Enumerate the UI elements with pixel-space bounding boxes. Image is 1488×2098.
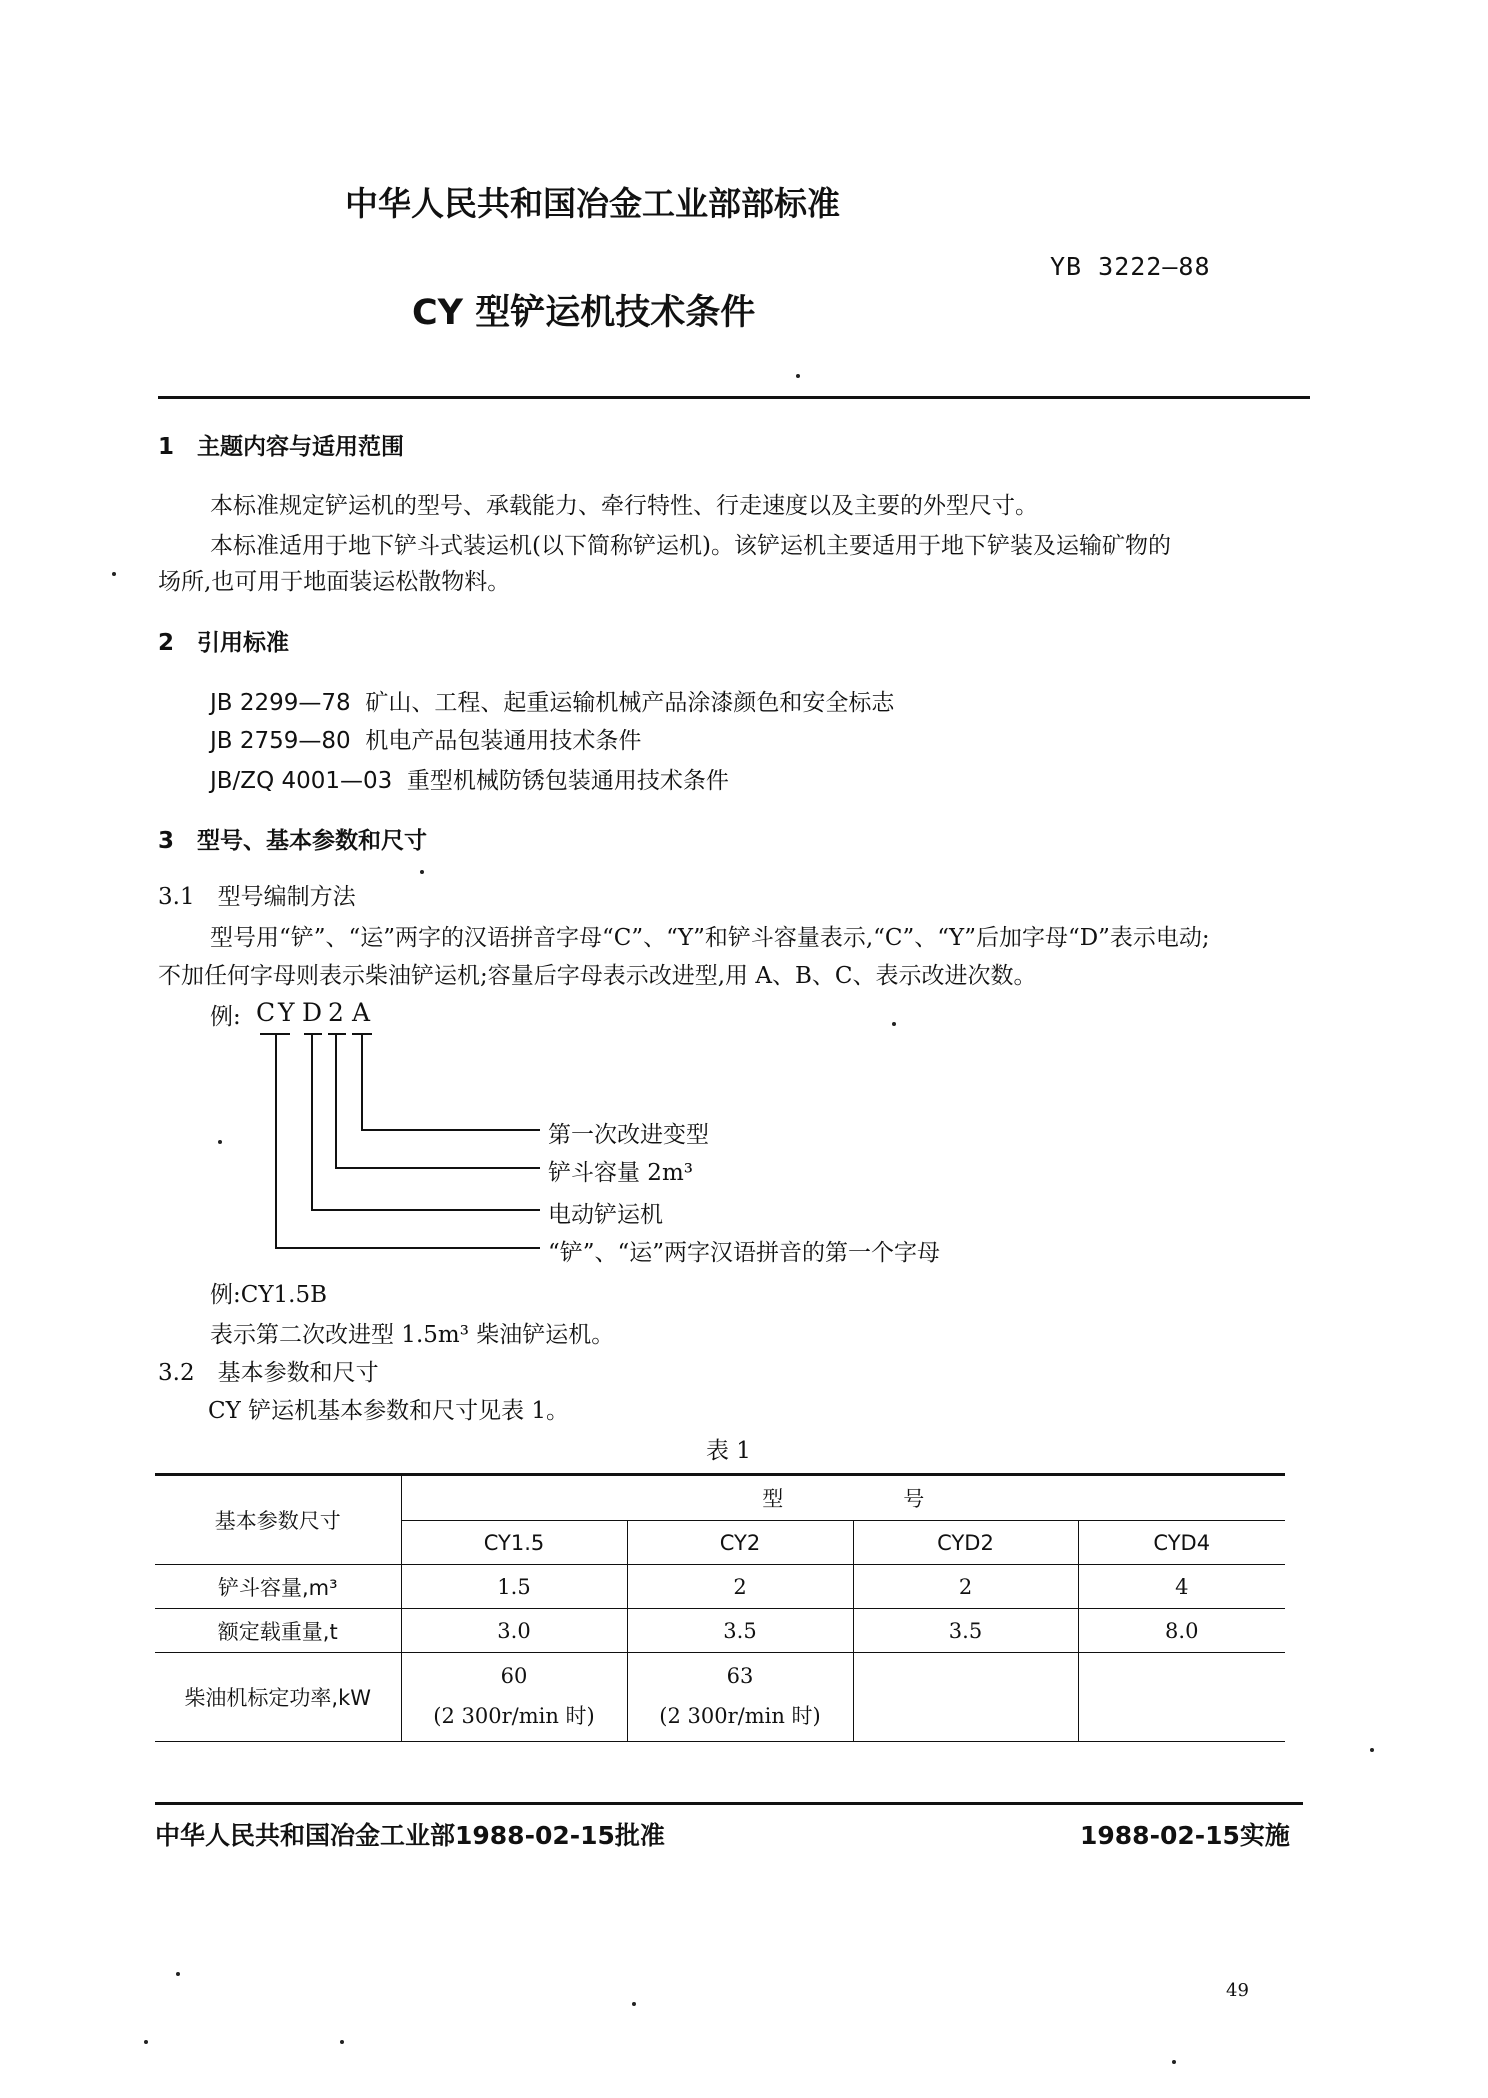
diagram-label-electric: 电动铲运机 xyxy=(548,1202,663,1228)
cell-note: (2 300r/min 时) xyxy=(433,1704,595,1728)
scan-speck xyxy=(112,572,116,576)
reference-code: JB 2759—80 xyxy=(210,728,351,754)
org-title: 中华人民共和国冶金工业部部标准 xyxy=(345,184,840,223)
row-label: 额定载重量,t xyxy=(155,1609,401,1653)
table-row xyxy=(155,1653,1285,1742)
section-3-1-line-2: 不加任何字母则表示柴油铲运机;容量后字母表示改进型,用 A、B、C、表示改进次数。 xyxy=(158,963,1037,989)
row-label: 柴油机标定功率,kW xyxy=(155,1653,401,1742)
parameters-table xyxy=(155,1475,1285,1742)
example-2-description: 表示第二次改进型 1.5m³ 柴油铲运机。 xyxy=(210,1322,615,1348)
model-header-cy1-5: CY1.5 xyxy=(401,1521,627,1565)
reference-title: 机电产品包装通用技术条件 xyxy=(365,728,642,754)
approval-line: 中华人民共和国冶金工业部1988-02-15批准 xyxy=(155,1821,665,1850)
table-caption: 表 1 xyxy=(706,1438,751,1464)
example-1-prefix: 例: xyxy=(210,1004,241,1030)
group-header-left: 型 xyxy=(762,1486,784,1511)
table-group-header xyxy=(401,1475,1285,1521)
table-cell: 4 xyxy=(1078,1565,1285,1609)
section-3-2-heading: 3.2 基本参数和尺寸 xyxy=(158,1360,379,1386)
bracket-cy-leader xyxy=(276,1034,540,1248)
bracket-a-leader xyxy=(362,1034,540,1130)
example-2: 例:CY1.5B xyxy=(210,1282,328,1308)
section-2-heading: 2 引用标准 xyxy=(158,630,290,656)
table-cell: 2 xyxy=(627,1565,853,1609)
table-cell: 8.0 xyxy=(1078,1609,1285,1653)
section-3-heading: 3 型号、基本参数和尺寸 xyxy=(158,828,428,854)
table-cell xyxy=(853,1653,1078,1742)
model-header-cy2: CY2 xyxy=(627,1521,853,1565)
diagram-label-pinyin: “铲”、“运”两字汉语拼音的第一个字母 xyxy=(548,1240,941,1266)
section-1-heading: 1 主题内容与适用范围 xyxy=(158,434,405,460)
example-1-letter-y: Y xyxy=(278,998,295,1027)
model-header-cyd2: CYD2 xyxy=(853,1521,1078,1565)
table-cell xyxy=(627,1653,853,1742)
table-cell xyxy=(401,1653,627,1742)
scan-speck xyxy=(218,1140,222,1144)
scan-speck xyxy=(1370,1748,1374,1752)
scan-speck xyxy=(340,2040,344,2044)
cell-value: 63 xyxy=(726,1664,754,1688)
scan-speck xyxy=(144,2040,148,2044)
scan-speck xyxy=(796,374,800,378)
section-1-paragraph-2-line-2: 场所,也可用于地面装运松散物料。 xyxy=(158,569,511,595)
example-1-letter-c: C xyxy=(256,998,276,1027)
reference-title: 重型机械防锈包装通用技术条件 xyxy=(406,768,729,794)
section-1-paragraph-2-line-1: 本标准适用于地下铲斗式装运机(以下简称铲运机)。该铲运机主要适用于地下铲装及运输矿物的 xyxy=(210,533,1171,559)
scan-speck xyxy=(632,2002,636,2006)
table-cell: 3.5 xyxy=(853,1609,1078,1653)
diagram-label-capacity: 铲斗容量 2m³ xyxy=(548,1160,693,1186)
group-header-right: 号 xyxy=(903,1486,925,1511)
table-cell: 2 xyxy=(853,1565,1078,1609)
reference-code: JB 2299—78 xyxy=(210,690,351,716)
document-title: CY 型铲运机技术条件 xyxy=(412,293,756,333)
table-row xyxy=(155,1565,1285,1609)
section-3-1-line-1: 型号用“铲”、“运”两字的汉语拼音字母“C”、“Y”和铲斗容量表示,“C”、“Y”后加字母“D”表示电动; xyxy=(210,925,1210,951)
example-1-digit-2: 2 xyxy=(328,998,344,1027)
bracket-2-leader xyxy=(336,1034,540,1168)
reference-title: 矿山、工程、起重运输机械产品涂漆颜色和安全标志 xyxy=(365,690,895,716)
table-cell: 1.5 xyxy=(401,1565,627,1609)
table-header-row xyxy=(155,1475,1285,1521)
section-1-paragraph-1: 本标准规定铲运机的型号、承载能力、牵行特性、行走速度以及主要的外型尺寸。 xyxy=(210,493,1038,519)
section-3-2-text: CY 铲运机基本参数和尺寸见表 1。 xyxy=(208,1398,570,1424)
cell-value: 60 xyxy=(500,1664,528,1688)
page-number: 49 xyxy=(1226,1980,1249,2001)
example-1-letter-d: D xyxy=(302,998,323,1027)
table-row xyxy=(155,1609,1285,1653)
scan-speck xyxy=(420,870,424,874)
reference-code: JB/ZQ 4001—03 xyxy=(210,768,393,794)
example-1-letter-a: A xyxy=(352,998,371,1027)
scan-speck xyxy=(176,1972,180,1976)
scan-speck xyxy=(1172,2060,1176,2064)
table-cell: 3.0 xyxy=(401,1609,627,1653)
scan-speck xyxy=(892,1022,896,1026)
table-corner-header: 基本参数尺寸 xyxy=(214,1508,341,1533)
row-label: 铲斗容量,m³ xyxy=(155,1565,401,1609)
cell-note: (2 300r/min 时) xyxy=(659,1704,821,1728)
diagram-label-improvement: 第一次改进变型 xyxy=(548,1122,709,1148)
section-3-1-heading: 3.1 型号编制方法 xyxy=(158,884,356,910)
effective-date: 1988-02-15实施 xyxy=(1080,1821,1290,1850)
bracket-d-leader xyxy=(312,1034,540,1210)
table-cell: 3.5 xyxy=(627,1609,853,1653)
model-header-cyd4: CYD4 xyxy=(1078,1521,1285,1565)
table-cell xyxy=(1078,1653,1285,1742)
standard-number: YB 3222—88 xyxy=(1050,252,1211,281)
footer-rule xyxy=(155,1802,1303,1805)
